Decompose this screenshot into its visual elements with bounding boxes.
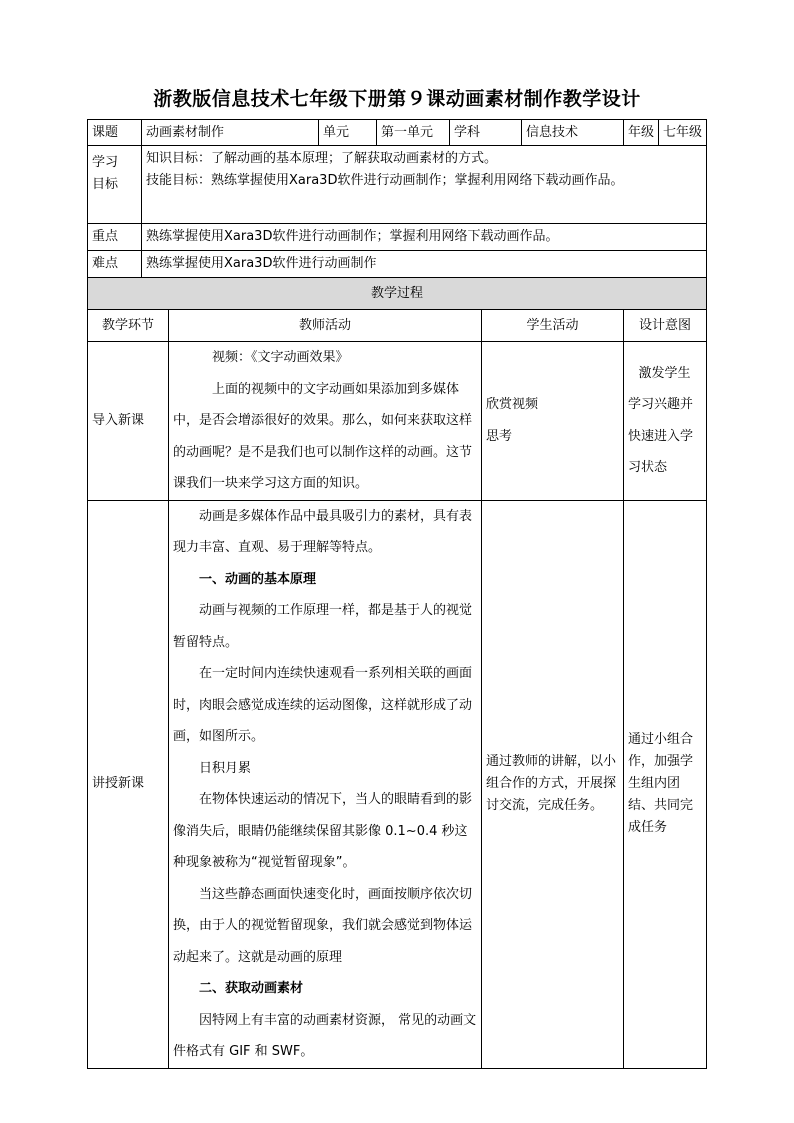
lesson-plan-table — [87, 119, 707, 1069]
intro-row — [88, 342, 707, 501]
document-title: 浙教版信息技术七年级下册第９课动画素材制作教学设计 — [153, 88, 641, 110]
subject-label: 学科 — [450, 120, 522, 146]
intro-video: 视频：《文字动画效果》 — [212, 350, 349, 365]
unit-value: 第一单元 — [377, 120, 450, 146]
col-intent: 设计意图 — [624, 310, 707, 342]
grade-value: 七年级 — [659, 120, 707, 146]
intro-teacher — [169, 342, 482, 501]
difficulty-value: 熟练掌握使用Xara3D软件进行动画制作 — [142, 251, 707, 278]
intro-stage: 导入新课 — [88, 342, 169, 501]
key-point-row — [88, 224, 707, 251]
goals-row — [88, 146, 707, 224]
lecture-student: 通过教师的讲解，以小组合作的方式，开展探讨交流，完成任务。 — [482, 500, 624, 1068]
topic-value: 动画素材制作 — [142, 120, 319, 146]
knowledge-goal: 知识目标：了解动画的基本原理；了解获取动画素材的方式。 — [146, 151, 498, 166]
goals-content — [142, 146, 707, 224]
grade-label: 年级 — [624, 120, 659, 146]
goals-label — [88, 146, 142, 224]
process-header-row — [88, 278, 707, 310]
lecture-p4: 日积月累 — [199, 760, 252, 776]
process-header: 教学过程 — [88, 278, 707, 310]
key-point-value: 熟练掌握使用Xara3D软件进行动画制作；掌握利用网络下载动画作品。 — [142, 224, 707, 251]
key-point-label: 重点 — [88, 224, 142, 251]
lecture-p1: 动画是多媒体作品中最具吸引力的素材，具有表现力丰富、直观、易于理解等特点。 — [173, 508, 473, 555]
topic-label: 课题 — [88, 120, 142, 146]
lecture-teacher — [169, 500, 482, 1068]
intro-student-2: 思考 — [486, 428, 513, 444]
lecture-p6: 当这些静态画面快速变化时，画面按顺序依次切换，由于人的视觉暂留现象，我们就会感觉到物体运动起来了。这就是动画的原理 — [173, 886, 473, 965]
intro-text: 上面的视频中的文字动画如果添加到多媒体中，是否会增添很好的效果。那么，如何来获取这样的动画呢？是不是我们也可以制作这样的动画。这节课我们一块来学习这方面的知识。 — [173, 381, 473, 491]
col-teacher: 教师活动 — [169, 310, 482, 342]
difficulty-label: 难点 — [88, 251, 142, 278]
info-row — [88, 120, 707, 146]
difficulty-row — [88, 251, 707, 278]
lecture-p7: 因特网上有丰富的动画素材资源， 常见的动画文件格式有 GIF 和 SWF。 — [173, 1012, 477, 1059]
goals-label-line2: 目标 — [92, 177, 119, 192]
col-student: 学生活动 — [482, 310, 624, 342]
intro-student — [482, 342, 624, 501]
lecture-intent: 通过小组合作，加强学生组内团结、共同完成任务 — [624, 500, 707, 1068]
intro-student-1: 欣赏视频 — [486, 397, 539, 413]
unit-label: 单元 — [319, 120, 377, 146]
subject-value: 信息技术 — [522, 120, 624, 146]
lecture-p5: 在物体快速运动的情况下，当人的眼睛看到的影像消失后，眼睛仍能继续保留其影像 0.1~0.4 秒这种现象被称为“视觉暂留现象”。 — [173, 792, 473, 870]
lecture-h1: 一、动画的基本原理 — [199, 571, 317, 587]
intro-intent: 激发学生学习兴趣并快速进入学习状态 — [624, 342, 707, 501]
col-stage: 教学环节 — [88, 310, 169, 342]
lecture-row — [88, 500, 707, 1068]
lecture-p3: 在一定时间内连续快速观看一系列相关联的画面时，肉眼会感觉成连续的运动图像，这样就形成了动画，如图所示。 — [173, 666, 473, 744]
columns-row — [88, 310, 707, 342]
lecture-stage: 讲授新课 — [88, 500, 169, 1068]
goals-label-line1: 学习 — [92, 155, 119, 170]
skill-goal: 技能目标：熟练掌握使用Xara3D软件进行动画制作；掌握利用网络下载动画作品。 — [146, 173, 624, 188]
lecture-p2: 动画与视频的工作原理一样，都是基于人的视觉暂留特点。 — [173, 603, 473, 650]
lecture-h2: 二、获取动画素材 — [199, 981, 304, 996]
